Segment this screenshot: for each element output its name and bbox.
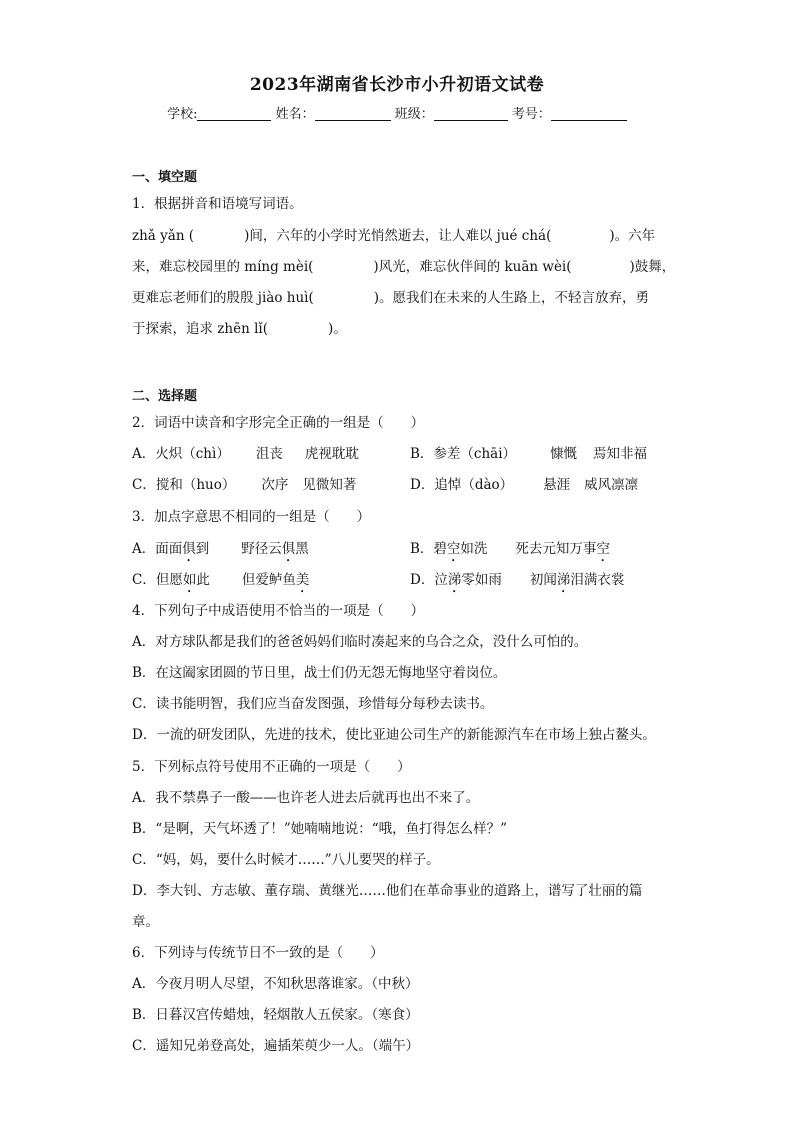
- option-text: 死去元知万事: [515, 541, 597, 557]
- class-label: 班级：: [394, 107, 434, 122]
- q5-option-d: D．李大钊、方志敏、董存瑞、黄继光……他们在革命事业的道路上，谱写了壮丽的篇: [132, 883, 643, 899]
- school-label: 学校:: [167, 107, 198, 122]
- q5-option-d-cont: 章。: [132, 914, 159, 930]
- exam-title: 2023年湖南省长沙市小升初语文试卷: [249, 75, 545, 95]
- q5-option-c: C．“妈，妈，要什么时候才……”八儿要哭的样子。: [132, 852, 440, 868]
- q5-option-a: A．我不禁鼻子一酸——也许老人进去后就再也出不来了。: [132, 790, 480, 806]
- q6-option-a: A．今夜月明人尽望，不知秋思落谁家。（中秋）: [132, 976, 419, 992]
- option-text: 慷慨: [550, 446, 578, 462]
- number-label: 考号：: [511, 107, 551, 122]
- q1-text: )风光，难忘伙伴间的 kuān wèi(: [373, 259, 572, 275]
- emphasized-char: 空: [596, 541, 610, 557]
- option-text: A．火炽（chì）: [132, 446, 230, 462]
- q5-option-b: B．“是啊，天气坏透了！”她喃喃地说：“哦，鱼打得怎么样？”: [132, 821, 508, 837]
- q6-option-b: B．日暮汉宫传蜡烛，轻烟散人五侯家。（寒食）: [132, 1007, 419, 1023]
- q6-stem: 6．下列诗与传统节日不一致的是（ ）: [132, 945, 384, 961]
- option-text: D．追悼（dào）: [410, 477, 514, 493]
- option-text: 焉知非福: [593, 446, 648, 462]
- option-text: 沮丧: [255, 446, 283, 462]
- q1-line-2: [132, 255, 675, 275]
- section-heading-fill: 一、填空题: [132, 170, 198, 185]
- option-text: D．泣: [410, 572, 448, 588]
- q1-line-3: [132, 286, 649, 306]
- q4-option-b: B．在这阖家团圆的节日里，战士们仍无怨无悔地坚守着岗位。: [132, 665, 507, 681]
- emphasized-char: 俱: [281, 541, 296, 557]
- number-blank: [551, 106, 627, 121]
- q3-option-a: [132, 537, 309, 565]
- q1-text: )。六年: [609, 228, 656, 244]
- q3-option-b: [410, 537, 610, 565]
- q2-option-c: [132, 473, 356, 493]
- q1-line-1: [132, 224, 655, 244]
- option-text: C．但愿: [132, 572, 183, 588]
- name-blank: [315, 106, 391, 121]
- q1-text: )。愿我们在未来的人生路上，不轻言放弃，勇: [373, 290, 650, 306]
- emphasized-char: 美: [295, 572, 310, 588]
- q1-stem: 1．根据拼音和语境写词语。: [132, 196, 303, 212]
- q1-text: )鼓舞，: [629, 259, 676, 275]
- option-text: 初闻: [529, 572, 557, 588]
- q6-option-c: C．遥知兄弟登高处，遍插茱萸少一人。（端午）: [132, 1038, 420, 1054]
- q5-stem: 5．下列标点符号使用不正确的一项是（ ）: [132, 759, 411, 775]
- q3-option-d: [410, 568, 624, 596]
- option-text: B．碧: [410, 541, 447, 557]
- q1-text: )。: [327, 321, 347, 337]
- q1-line-4: [132, 317, 347, 337]
- student-info-line: [0, 103, 794, 122]
- q1-text: 于探索，追求 zhēn lǐ(: [132, 321, 268, 337]
- option-text: A．面面: [132, 541, 183, 557]
- class-blank: [434, 106, 508, 121]
- q1-text: 来，难忘校园里的 míng mèi(: [132, 259, 314, 275]
- q1-text: 更难忘老师们的殷殷 jiào huì(: [132, 290, 314, 306]
- q3-stem: 3．加点字意思不相同的一组是（ ）: [132, 509, 371, 525]
- school-blank: [197, 106, 271, 121]
- option-text: 但爱鲈鱼: [241, 572, 296, 588]
- option-text: 悬涯: [543, 477, 571, 493]
- option-text: 野径云: [241, 541, 282, 557]
- q2-stem: 2．词语中读音和字形完全正确的一组是（ ）: [132, 415, 425, 431]
- q4-option-a: A．对方球队都是我们的爸爸妈妈们临时凑起来的乌合之众，没什么可怕的。: [132, 634, 588, 650]
- option-text: 泪满衣裳: [570, 572, 625, 588]
- option-text: 零如雨: [461, 572, 502, 588]
- emphasized-char: 如: [182, 572, 197, 588]
- option-text: 到: [195, 541, 210, 557]
- q2-option-a: [132, 442, 359, 462]
- option-text: 虎视耽耽: [304, 446, 359, 462]
- name-label: 姓名：: [275, 107, 315, 122]
- option-text: B．参差（chāi）: [410, 446, 517, 462]
- q1-text: )间，六年的小学时光悄然逝去，让人难以 jué chá(: [244, 228, 552, 244]
- q1-text: zhǎ yǎn (: [132, 228, 195, 244]
- emphasized-char: 空: [446, 541, 461, 557]
- emphasized-char: 俱: [182, 541, 196, 557]
- option-text: 此: [196, 572, 210, 588]
- option-text: 见微知著: [302, 477, 357, 493]
- q4-option-d: D．一流的研发团队，先进的技术，使比亚迪公司生产的新能源汽车在市场上独占鳌头。: [132, 727, 656, 743]
- option-text: C．搅和（huo）: [132, 477, 236, 493]
- option-text: 次序: [261, 477, 289, 493]
- q4-option-c: C．读书能明智，我们应当奋发图强，珍惜每分每秒去读书。: [132, 696, 494, 712]
- option-text: 黑: [295, 541, 309, 557]
- q4-stem: 4．下列句子中成语使用不恰当的一项是（ ）: [132, 603, 425, 619]
- option-text: 威风凛凛: [584, 477, 639, 493]
- q2-option-b: [410, 442, 647, 462]
- q2-option-d: [410, 473, 638, 493]
- emphasized-char: 涕: [556, 572, 571, 588]
- option-text: 如洗: [460, 541, 488, 557]
- section-heading-choice: 二、选择题: [132, 389, 198, 404]
- emphasized-char: 涕: [447, 572, 462, 588]
- q3-option-c: [132, 568, 309, 596]
